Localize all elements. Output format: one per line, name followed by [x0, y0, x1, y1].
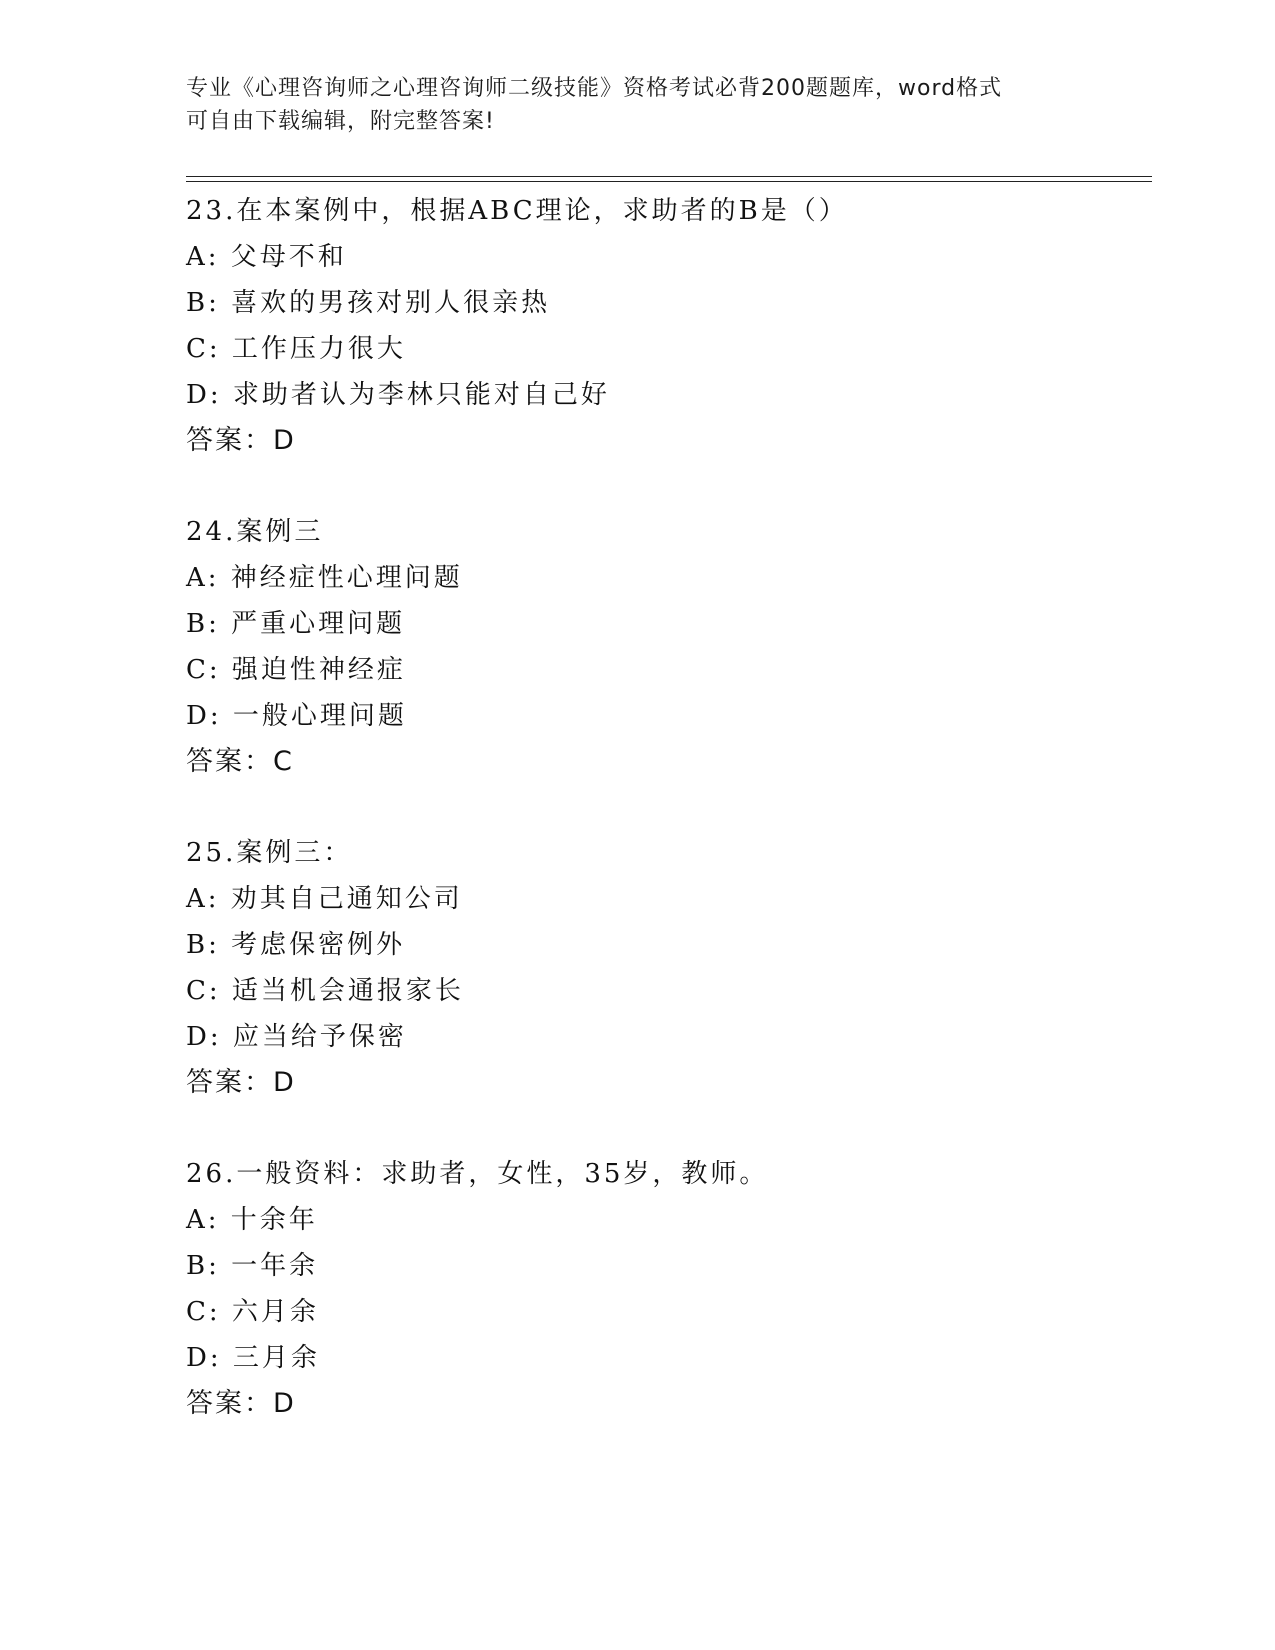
option-d: D: 三月余 [186, 1343, 320, 1373]
header-line-2: 可自由下载编辑，附完整答案! [186, 109, 495, 134]
option-c: C: 强迫性神经症 [186, 655, 406, 685]
option-c: C: 适当机会通报家长 [186, 976, 464, 1006]
question-stem: 25.案例三： [186, 838, 353, 868]
question-23 [186, 188, 1146, 464]
option-a: A: 十余年 [186, 1205, 318, 1235]
option-d: D: 应当给予保密 [186, 1022, 407, 1052]
header-divider-bottom [186, 181, 1152, 182]
question-26 [186, 1151, 1146, 1427]
option-c: C: 工作压力很大 [186, 334, 406, 364]
option-c: C: 六月余 [186, 1297, 319, 1327]
document-header [186, 72, 1086, 138]
question-24 [186, 509, 1146, 785]
option-d: D: 求助者认为李林只能对自己好 [186, 380, 610, 410]
question-stem: 23.在本案例中，根据ABC理论，求助者的B是（） [186, 196, 848, 226]
option-b: B: 一年余 [186, 1251, 319, 1281]
option-b: B: 严重心理问题 [186, 609, 406, 639]
option-b: B: 考虑保密例外 [186, 930, 406, 960]
option-b: B: 喜欢的男孩对别人很亲热 [186, 288, 551, 318]
option-a: A: 劝其自己通知公司 [186, 884, 463, 914]
question-stem: 26.一般资料：求助者，女性，35岁，教师。 [186, 1159, 769, 1189]
header-line-1: 专业《心理咨询师之心理咨询师二级技能》资格考试必背200题题库，word格式 [186, 76, 1003, 101]
answer-label: 答案：D [186, 1388, 296, 1419]
option-a: A: 神经症性心理问题 [186, 563, 463, 593]
question-list [186, 188, 1146, 1472]
answer-label: 答案：D [186, 425, 296, 456]
answer-label: 答案：C [186, 746, 294, 777]
option-a: A: 父母不和 [186, 242, 347, 272]
header-divider-top [186, 176, 1152, 177]
question-stem: 24.案例三 [186, 517, 324, 547]
question-25 [186, 830, 1146, 1106]
option-d: D: 一般心理问题 [186, 701, 407, 731]
answer-label: 答案：D [186, 1067, 296, 1098]
